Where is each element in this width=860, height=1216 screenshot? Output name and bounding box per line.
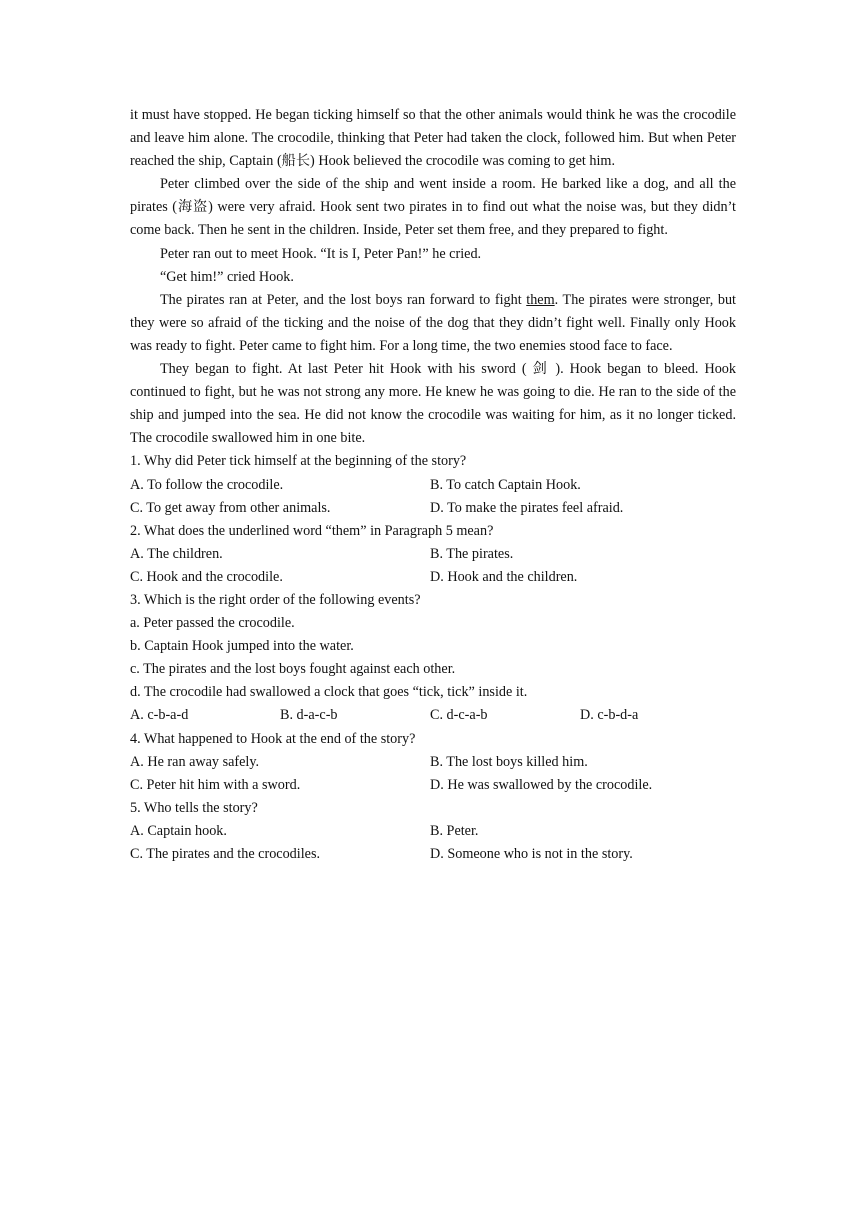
paragraph-3: Peter ran out to meet Hook. “It is I, Peter Pan!” he cried. (160, 245, 482, 262)
option-d: D. He was swallowed by the crocodile. (430, 776, 653, 793)
option-a: A. The children. (130, 545, 223, 562)
question-stem: 5. Who tells the story? (130, 799, 258, 816)
option-c: C. Hook and the crocodile. (130, 568, 283, 585)
event-d: d. The crocodile had swallowed a clock that goes “tick, tick” inside it. (130, 684, 528, 701)
question-stem: 1. Why did Peter tick himself at the beginning of the story? (130, 453, 467, 470)
question-stem: 3. Which is the right order of the following events? (130, 591, 421, 608)
option-d: D. Someone who is not in the story. (430, 846, 633, 862)
paragraph-2: Peter climbed over the side of the ship and went inside a room. He barked like a dog, and all the pirates (海盗) were very afraid. Hook sent two pirates in to find out what the noise was, but they didn’t come back. Then he sent in the children. Inside, Peter set them free, and they prepared to fight. (130, 176, 736, 239)
paragraph-4: “Get him!” cried Hook. (160, 268, 294, 285)
question-stem: 4. What happened to Hook at the end of the story? (130, 730, 416, 747)
paragraph-5-text-before: The pirates ran at Peter, and the lost boys ran forward to fight (160, 291, 527, 308)
event-b: b. Captain Hook jumped into the water. (130, 638, 354, 655)
document-page (130, 104, 736, 866)
option-d: D. Hook and the children. (430, 568, 578, 585)
option-b: B. d-a-c-b (280, 707, 338, 724)
option-a: A. c-b-a-d (130, 707, 189, 724)
option-a: A. To follow the crocodile. (130, 476, 284, 493)
option-b: B. Peter. (430, 822, 479, 839)
question-3 (130, 589, 736, 728)
option-c: C. The pirates and the crocodiles. (130, 846, 321, 862)
option-d: D. c-b-d-a (580, 707, 639, 724)
question-1 (130, 450, 736, 519)
option-b: B. The pirates. (430, 545, 514, 562)
question-4 (130, 728, 736, 797)
question-5 (130, 797, 736, 866)
option-d: D. To make the pirates feel afraid. (430, 499, 624, 516)
question-2 (130, 520, 736, 589)
option-c: C. Peter hit him with a sword. (130, 776, 301, 793)
option-a: A. He ran away safely. (130, 753, 260, 770)
question-stem: 2. What does the underlined word “them” in Paragraph 5 mean? (130, 522, 494, 539)
paragraph-5-text-after: . The pirates were stronger, but they were so afraid of the ticking and the noise of the dog that they didn’t fight well. Finally only Hook was ready to fight. Peter came to fight him. For a long time, the two enemies stood face to face. (130, 291, 736, 354)
event-c: c. The pirates and the lost boys fought against each other. (130, 661, 456, 678)
paragraph-6: They began to fight. At last Peter hit Hook with his sword ( 剑 ). Hook began to bleed. Hook continued to fight, but he was not strong any more. He knew he was going to die. He ran to the side of the ship and jumped into the sea. He did not know the crocodile was waiting for him, as it no longer ticked. The crocodile swallowed him in one bite. (130, 361, 736, 447)
option-b: B. To catch Captain Hook. (430, 476, 581, 493)
option-c: C. d-c-a-b (430, 707, 488, 724)
option-a: A. Captain hook. (130, 822, 227, 839)
event-a: a. Peter passed the crocodile. (130, 615, 295, 632)
underlined-word-them: them (526, 291, 555, 308)
paragraph-1: it must have stopped. He began ticking himself so that the other animals would think he was the crocodile and leave him alone. The crocodile, thinking that Peter had taken the clock, followed him. But when Peter reached the ship, Captain (船长) Hook believed the crocodile was coming to get him. (130, 107, 736, 170)
option-b: B. The lost boys killed him. (430, 753, 588, 770)
paragraph-5 (130, 289, 736, 358)
option-c: C. To get away from other animals. (130, 499, 331, 516)
